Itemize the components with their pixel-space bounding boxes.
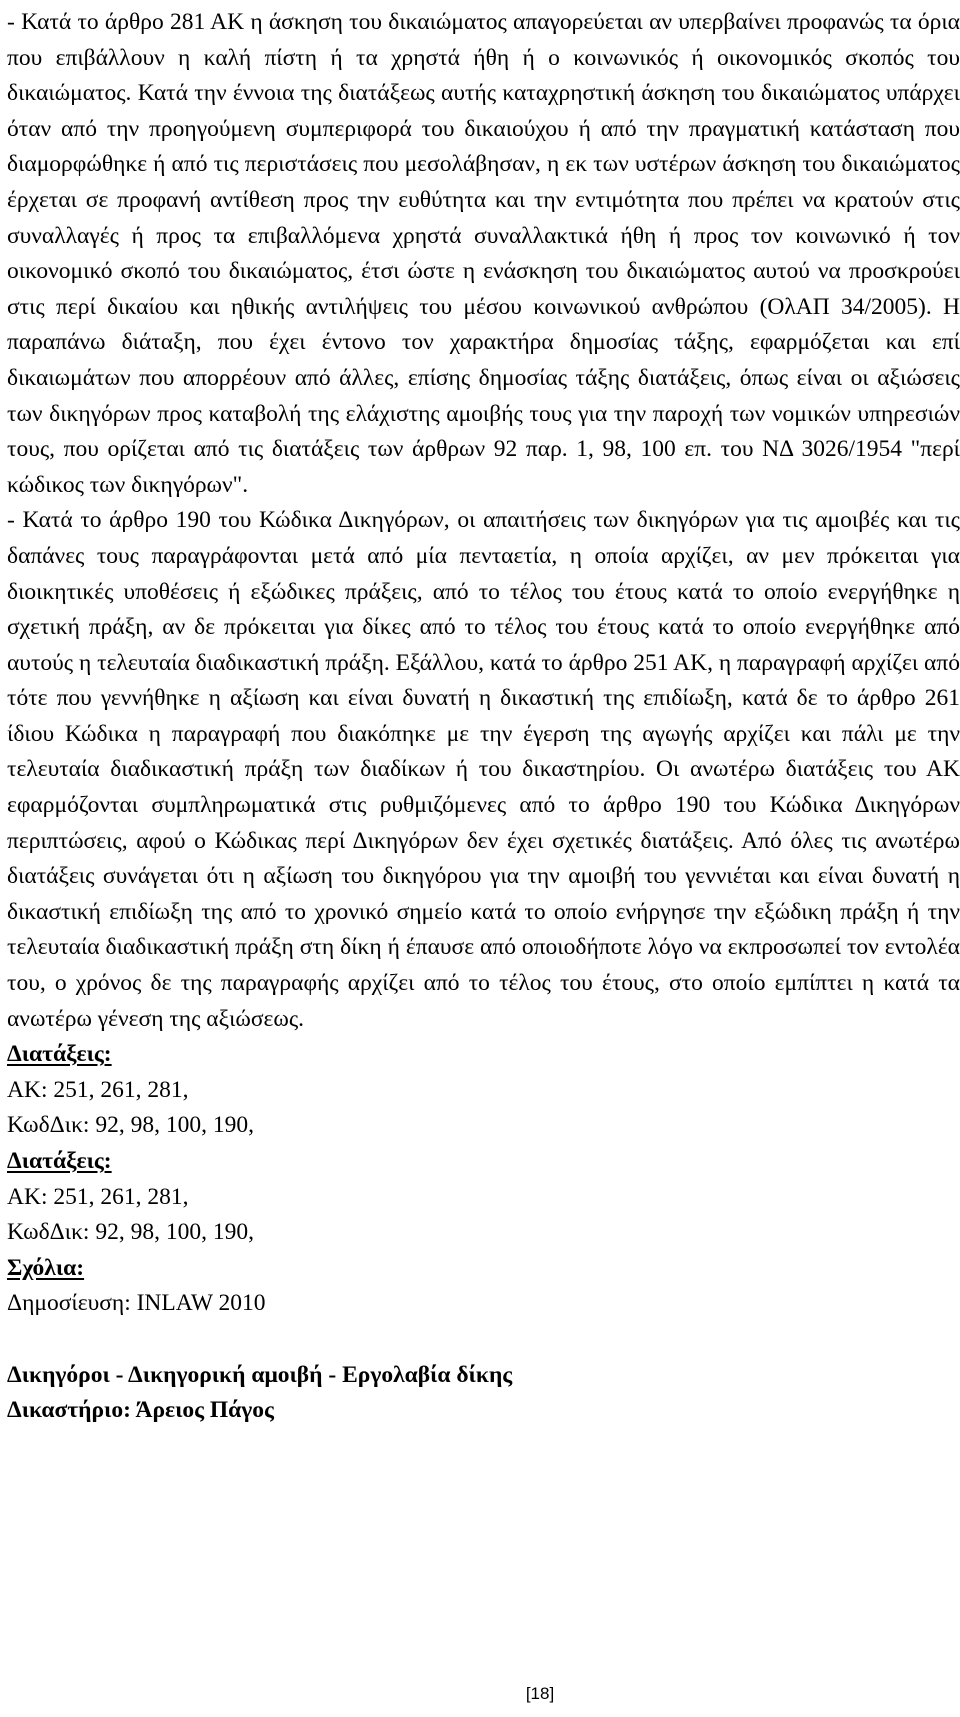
provisions-heading: Διατάξεις:	[7, 1041, 112, 1068]
document-body	[7, 5, 960, 1429]
provisions-ak-repeat: ΑΚ: 251, 261, 281,	[7, 1183, 189, 1210]
spacer	[7, 1322, 960, 1358]
provisions-heading-repeat: Διατάξεις:	[7, 1148, 112, 1174]
provisions-ak: ΑΚ: 251, 261, 281,	[7, 1076, 189, 1103]
page-number: [18]	[525, 1684, 555, 1703]
paragraph-abuse-of-rights: - Κατά το άρθρο 281 ΑΚ η άσκηση του δικαιώματος απαγορεύεται αν υπερβαίνει προφανώς τα όρια που επιβάλλουν η καλή πίστη ή τα χρηστά ήθη ή ο κοινωνικός ή οικονομικός σκοπός του δικαιώματος. Κατά την έννοια της διατάξεως αυτής καταχρηστική άσκηση του δικαιώματος υπάρχει όταν από την προηγούμενη συμπεριφορά του δικαιούχου ή από την πραγματική κατάσταση που διαμορφώθηκε ή από τις περιστάσεις που μεσολάβησαν, η εκ των υστέρων άσκηση του δικαιώματος έρχεται σε προφανή αντίθεση προς την ευθύτητα και την εντιμότητα που πρέπει να κρατούν στις συναλλαγές ή προς τα επιβαλλόμενα χρηστά συναλλακτικά ήθη ή προς τον κοινωνικό ή τον οικονομικό σκοπό του δικαιώματος, έτσι ώστε η ενάσκηση του δικαιώματος αυτού να προσκρούει στις περί δικαίου και ηθικής αντιλήψεις του μέσου κοινωνικού ανθρώπου (ΟλΑΠ 34/2005). Η παραπάνω διάταξη, που έχει έντονο τον χαρακτήρα δημοσίας τάξης, εφαρμόζεται και επί δικαιωμάτων που απορρέουν από άλλες, επίσης δημοσίας τάξης διατάξεις, όπως είναι οι αξιώσεις των δικηγόρων προς καταβολή της ελάχιστης αμοιβής τους για την παροχή των νομικών υπηρεσιών τους, που ορίζεται από τις διατάξεις των άρθρων 92 παρ. 1, 98, 100 επ. του ΝΔ 3026/1954 "περί κώδικος των δικηγόρων".	[7, 9, 960, 498]
comments-heading: Σχόλια:	[7, 1254, 85, 1281]
provisions-kod-dik-repeat: ΚωδΔικ: 92, 98, 100, 190,	[7, 1219, 254, 1246]
court-line: Δικαστήριο: Άρειος Πάγος	[7, 1397, 274, 1424]
provisions-kod-dik: ΚωδΔικ: 92, 98, 100, 190,	[7, 1112, 254, 1139]
paragraph-prescription: - Κατά το άρθρο 190 του Κώδικα Δικηγόρων, οι απαιτήσεις των δικηγόρων για τις αμοιβές και τις δαπάνες τους παραγράφονται μετά από μία πενταετία, η οποία αρχίζει, αν μεν πρόκειται για διοικητικές υποθέσεις ή εξώδικες πράξεις, από το τέλος του έτους κατά το οποίο ενεργήθηκε η σχετική πράξη, αν δε πρόκειται για δίκες από το τέλος του έτους κατά το οποίο ενεργήθηκε από αυτούς η τελευταία διαδικαστική πράξη. Εξάλλου, κατά το άρθρο 251 ΑΚ, η παραγραφή αρχίζει από τότε που γεννήθηκε η αξίωση και είναι δυνατή η δικαστική της επιδίωξη, κατά δε το άρθρο 261 ίδιου Κώδικα η παραγραφή που διακόπηκε με την έγερση της αγωγής αρχίζει και πάλι με την τελευταία διαδικαστική πράξη των διαδίκων ή του δικαστηρίου. Οι ανωτέρω διατάξεις του ΑΚ εφαρμόζονται συμπληρωματικά στις ρυθμιζόμενες από το άρθρο 190 του Κώδικα Δικηγόρων περιπτώσεις, αφού ο Κώδικας περί Δικηγόρων δεν έχει σχετικές διατάξεις. Από όλες τις ανωτέρω διατάξεις συνάγεται ότι η αξίωση του δικηγόρου για την αμοιβή του γεννιέται και είναι δυνατή η δικαστική επιδίωξη της από το χρονικό σημείο κατά το οποίο ενήργησε την εξώδικη πράξη ή την τελευταία διαδικαστική πράξη στη δίκη ή έπαυσε από οποιοδήποτε λόγο να εκπροσωπεί τον εντολέα του, ο χρόνος δε της παραγραφής αρχίζει από το τέλος του έτους, στο οποίο εμπίπτει η κατά τα ανωτέρω γένεση της αξιώσεως.	[7, 507, 960, 1032]
keywords-line: Δικηγόροι - Δικηγορική αμοιβή - Εργολαβία δίκης	[7, 1361, 513, 1388]
publication-note: Δημοσίευση: INLAW 2010	[7, 1290, 266, 1317]
